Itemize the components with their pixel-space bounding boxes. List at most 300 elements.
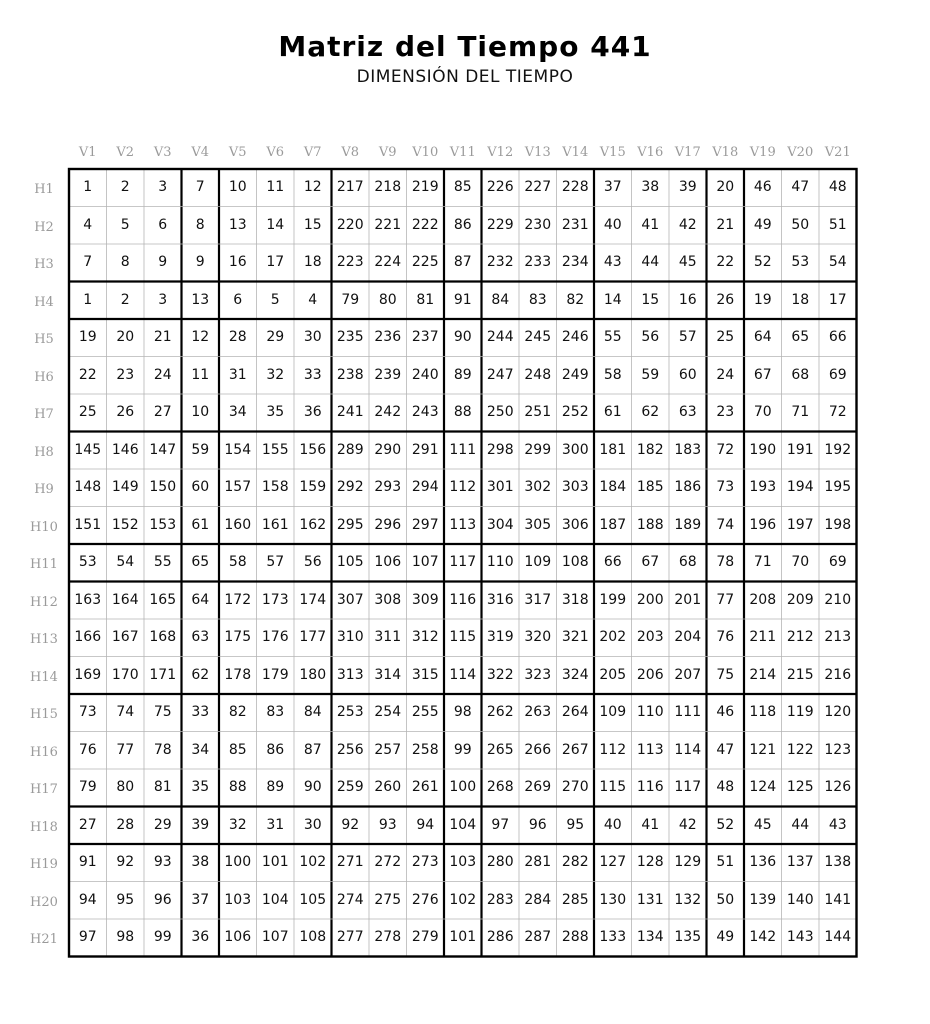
matrix-cell: 239 [374,366,402,383]
matrix-cell: 222 [411,216,439,233]
matrix-cell: 45 [678,254,697,270]
matrix-cell: 43 [603,254,622,270]
matrix-cell: 94 [78,891,97,908]
matrix-cell: 57 [678,329,697,345]
matrix-cell: 163 [74,591,102,608]
matrix-cell: 313 [336,666,364,683]
matrix-cell: 161 [261,516,289,533]
matrix-cell: 36 [191,929,210,945]
matrix-cell: 39 [191,816,210,833]
matrix-cell: 1 [83,179,93,195]
matrix-cell: 135 [674,929,702,945]
matrix-cell: 321 [561,629,589,645]
matrix-cell: 234 [561,254,589,270]
matrix-cell: 48 [716,779,735,795]
matrix-cell: 152 [111,516,139,533]
column-header: V1 [78,145,97,160]
matrix-cell: 247 [486,366,514,383]
matrix-cell: 286 [486,929,514,945]
matrix-cell: 39 [678,179,697,195]
matrix-cell: 35 [191,779,210,795]
matrix-cell: 255 [411,704,439,720]
matrix-cell: 102 [449,891,477,908]
matrix-cell: 46 [716,704,735,720]
column-header: V12 [487,145,514,160]
matrix-cell: 5 [270,291,280,308]
matrix-cell: 80 [116,779,135,795]
matrix-cell: 282 [561,854,589,870]
matrix-cell: 206 [636,666,664,683]
matrix-cell: 207 [674,666,702,683]
matrix-cell: 123 [824,741,852,758]
matrix-cell: 199 [599,591,627,608]
matrix-cell: 106 [374,554,402,570]
matrix-cell: 95 [566,816,585,833]
matrix-cell: 28 [228,329,247,345]
matrix-cell: 151 [74,516,102,533]
matrix-cell: 179 [261,666,289,683]
row-header: H16 [30,744,58,760]
matrix-cell: 292 [336,479,364,495]
matrix-cell: 176 [261,629,289,645]
matrix-cell: 54 [116,554,135,570]
matrix-cell: 103 [449,854,477,870]
matrix-cell: 55 [603,329,622,345]
matrix-cell: 305 [524,516,552,533]
matrix-cell: 99 [153,929,172,945]
matrix-cell: 87 [453,254,472,270]
matrix-cell: 88 [228,779,247,795]
row-header: H8 [34,444,54,460]
row-header: H12 [30,594,58,610]
matrix-cell: 208 [749,591,777,608]
matrix-cell: 317 [524,591,552,608]
matrix-cell: 4 [83,216,93,233]
matrix-cell: 187 [599,516,627,533]
row-header: H20 [30,894,58,910]
matrix-cell: 64 [753,329,772,345]
matrix-cell: 75 [716,666,735,683]
matrix-cell: 300 [561,441,589,458]
matrix-cell: 17 [266,254,285,270]
matrix-cell: 148 [74,479,102,495]
matrix-cell: 288 [561,929,589,945]
matrix-cell: 72 [828,404,847,420]
matrix-cell: 62 [641,404,660,420]
matrix-cell: 308 [374,591,402,608]
column-header: V18 [712,145,739,160]
matrix-cell: 268 [486,779,514,795]
matrix-cell: 60 [678,366,697,383]
matrix-cell: 41 [641,816,660,833]
matrix-cell: 37 [191,891,210,908]
matrix-cell: 291 [411,441,439,458]
matrix-cell: 56 [303,554,322,570]
matrix-cell: 52 [716,816,735,833]
matrix-cell: 115 [449,629,477,645]
matrix-cell: 312 [411,629,439,645]
matrix-cell: 223 [336,254,364,270]
column-header: V21 [824,145,851,160]
matrix-cell: 93 [153,854,172,870]
matrix-cell: 289 [336,441,364,458]
matrix-cell: 108 [299,929,327,945]
row-header: H21 [30,932,58,947]
matrix-cell: 112 [449,479,477,495]
matrix-cell: 180 [299,666,327,683]
matrix-cell: 73 [716,479,735,495]
matrix-cell: 46 [753,179,772,195]
matrix-cell: 252 [561,404,589,420]
matrix-cell: 202 [599,629,627,645]
matrix-cell: 92 [116,854,135,870]
matrix-cell: 69 [828,366,847,383]
matrix-cell: 98 [453,704,472,720]
matrix-cell: 186 [674,479,702,495]
row-header: H19 [30,857,58,872]
matrix-cell: 78 [153,741,172,758]
matrix-cell: 40 [603,216,622,233]
matrix-cell: 303 [561,479,589,495]
matrix-cell: 272 [374,854,402,870]
matrix-cell: 218 [374,179,402,195]
matrix-cell: 29 [153,816,172,833]
column-header: V10 [412,145,439,160]
matrix-cell: 87 [303,741,322,758]
matrix-cell: 215 [786,666,814,683]
matrix-cell: 53 [78,554,97,570]
matrix-cell: 48 [828,179,847,195]
matrix-cell: 165 [149,591,177,608]
matrix-cell: 295 [336,516,364,533]
matrix-cell: 322 [486,666,514,683]
matrix-cell: 301 [486,479,514,495]
matrix-cell: 36 [303,404,322,420]
matrix-cell: 107 [261,929,289,945]
row-header: H9 [34,482,54,497]
matrix-cell: 298 [486,441,514,458]
matrix-cell: 220 [336,216,364,233]
matrix-cell: 86 [266,741,285,758]
matrix-cell: 211 [749,629,777,645]
matrix-cell: 155 [261,441,289,458]
page-title: Matriz del Tiempo 441 [278,30,652,63]
column-header: V15 [599,145,626,160]
matrix-cell: 31 [266,816,285,833]
matrix-cell: 114 [449,666,477,683]
matrix-cell: 44 [641,254,660,270]
matrix-cell: 17 [828,291,847,308]
matrix-cell: 320 [524,629,552,645]
column-header: V14 [562,145,589,160]
matrix-cell: 93 [378,816,397,833]
matrix-cell: 230 [524,216,552,233]
matrix-cell: 66 [828,329,847,345]
matrix-cell: 256 [336,741,364,758]
matrix-cell: 274 [336,891,364,908]
matrix-cell: 37 [603,179,622,195]
matrix-cell: 49 [753,216,772,233]
matrix-cell: 79 [78,779,97,795]
matrix-cell: 22 [78,366,97,383]
matrix-cell: 24 [153,366,172,383]
matrix-cell: 90 [453,329,472,345]
matrix-cell: 100 [449,779,477,795]
matrix-cell: 194 [786,479,814,495]
matrix-cell: 240 [411,366,439,383]
matrix-cell: 225 [411,254,439,270]
matrix-cell: 169 [74,666,102,683]
matrix-cell: 33 [191,704,210,720]
matrix-cell: 244 [486,329,514,345]
matrix-cell: 110 [486,554,514,570]
matrix-cell: 279 [411,929,439,945]
matrix-cell: 314 [374,666,402,683]
matrix-cell: 65 [191,554,210,570]
matrix-cell: 131 [636,891,664,908]
matrix-cell: 302 [524,479,552,495]
matrix-cell: 267 [561,741,589,758]
matrix-cell: 79 [341,291,360,308]
matrix-cell: 117 [449,554,477,570]
row-header: H7 [34,407,54,422]
matrix-cell: 277 [336,929,364,945]
matrix-cell: 8 [120,254,130,270]
matrix-cell: 159 [299,479,327,495]
matrix-cell: 34 [191,741,210,758]
matrix-cell: 281 [524,854,552,870]
matrix-cell: 32 [266,366,285,383]
matrix-cell: 150 [149,479,177,495]
matrix-cell: 83 [266,704,285,720]
matrix-cell: 59 [641,366,660,383]
matrix-cell: 68 [678,554,697,570]
row-header: H6 [34,369,54,385]
matrix-cell: 40 [603,816,622,833]
matrix-cell: 85 [228,741,247,758]
matrix-cell: 324 [561,666,589,683]
matrix-cell: 7 [83,254,93,270]
matrix-cell: 216 [824,666,852,683]
matrix-cell: 102 [299,854,327,870]
matrix-cell: 200 [636,591,664,608]
matrix-cell: 19 [78,329,97,345]
matrix-cell: 34 [228,404,247,420]
matrix-cell: 120 [824,704,852,720]
column-header: V3 [153,145,172,160]
matrix-cell: 237 [411,329,439,345]
matrix-cell: 10 [191,404,210,420]
column-header: V9 [378,145,397,160]
column-header: V4 [191,145,210,160]
matrix-cell: 198 [824,516,852,533]
matrix-cell: 306 [561,516,589,533]
matrix-cell: 231 [561,216,589,233]
matrix-cell: 316 [486,591,514,608]
matrix-cell: 70 [791,554,810,570]
matrix-cell: 118 [749,704,777,720]
matrix-cell: 108 [561,554,589,570]
matrix-cell: 188 [636,516,664,533]
matrix-cell: 284 [524,891,552,908]
matrix-cell: 164 [111,591,139,608]
matrix-cell: 233 [524,254,552,270]
matrix-cell: 106 [224,929,252,945]
column-header: V13 [524,145,551,160]
matrix-cell: 144 [824,929,852,945]
matrix-cell: 51 [828,216,847,233]
matrix-cell: 167 [111,629,139,645]
matrix-cell: 304 [486,516,514,533]
matrix-cell: 142 [749,929,777,945]
matrix-cell: 35 [266,404,285,420]
matrix-cell: 171 [149,666,177,683]
matrix-cell: 136 [749,854,777,870]
matrix-cell: 96 [153,891,172,908]
matrix-cell: 111 [449,441,477,458]
matrix-cell: 261 [411,779,439,795]
matrix-cell: 128 [636,854,664,870]
matrix-cell: 210 [824,591,852,608]
matrix-cell: 166 [74,629,102,645]
matrix-cell: 15 [641,291,660,308]
matrix-cell: 61 [603,404,622,420]
matrix-cell: 278 [374,929,402,945]
matrix-cell: 62 [191,666,210,683]
matrix-cell: 38 [641,179,660,195]
matrix-cell: 297 [411,516,439,533]
matrix-cell: 294 [411,479,439,495]
matrix-cell: 6 [158,216,168,233]
matrix-cell: 95 [116,891,135,908]
matrix-cell: 191 [786,441,814,458]
matrix-cell: 47 [791,179,810,195]
matrix-cell: 9 [158,254,168,270]
matrix-cell: 285 [561,891,589,908]
matrix-cell: 121 [749,741,777,758]
matrix-cell: 53 [791,254,810,270]
page-subtitle: DIMENSIÓN DEL TIEMPO [356,67,574,87]
matrix-cell: 275 [374,891,402,908]
matrix-cell: 160 [224,516,252,533]
matrix-cell: 290 [374,441,402,458]
matrix-cell: 18 [791,291,810,308]
matrix-cell: 30 [303,329,322,345]
matrix-cell: 9 [195,254,205,270]
matrix-cell: 20 [716,179,735,195]
matrix-cell: 323 [524,666,552,683]
matrix-cell: 263 [524,704,552,720]
matrix-cell: 49 [716,929,735,945]
matrix-cell: 51 [716,854,735,870]
row-header: H14 [30,669,58,685]
matrix-cell: 228 [561,179,589,195]
matrix-cell: 113 [636,741,664,758]
matrix-cell: 63 [678,404,697,420]
matrix-cell: 68 [791,366,810,383]
matrix-cell: 84 [303,704,322,720]
matrix-cell: 311 [374,629,402,645]
matrix-cell: 209 [786,591,814,608]
matrix-cell: 12 [191,329,210,345]
matrix-cell: 127 [599,854,627,870]
matrix-cell: 58 [603,366,622,383]
matrix-cell: 16 [678,291,697,308]
matrix-cell: 117 [674,779,702,795]
matrix-cell: 52 [753,254,772,270]
matrix-cell: 26 [716,291,735,308]
matrix-cell: 94 [416,816,435,833]
matrix-cell: 177 [299,629,327,645]
matrix-cell: 109 [524,554,552,570]
matrix-cell: 184 [599,479,627,495]
matrix-cell: 85 [453,179,472,195]
column-header: V11 [449,145,476,160]
matrix-cell: 101 [449,929,477,945]
row-header: H11 [30,557,58,572]
matrix-cell: 197 [786,516,814,533]
matrix-cell: 174 [299,591,327,608]
matrix-cell: 69 [828,554,847,570]
matrix-cell: 64 [191,591,210,608]
matrix-cell: 41 [641,216,660,233]
matrix-cell: 262 [486,704,514,720]
matrix-cell: 22 [716,254,735,270]
matrix-cell: 100 [224,854,252,870]
matrix-cell: 54 [828,254,847,270]
matrix-cell: 73 [78,704,97,720]
matrix-cell: 96 [528,816,547,833]
matrix-cell: 181 [599,441,627,458]
matrix-cell: 319 [486,629,514,645]
matrix-cell: 82 [228,704,247,720]
column-header: V5 [228,145,247,160]
column-header: V7 [303,145,322,160]
column-header: V17 [674,145,701,160]
matrix-cell: 21 [153,329,172,345]
matrix-cell: 122 [786,741,814,758]
matrix-cell: 245 [524,329,552,345]
matrix-cell: 170 [111,666,139,683]
matrix-cell: 310 [336,629,364,645]
matrix-cell: 23 [716,404,735,420]
matrix-cell: 190 [749,441,777,458]
matrix-cell: 80 [378,291,397,308]
matrix-cell: 125 [786,779,814,795]
row-header: H4 [34,294,54,310]
matrix-cell: 253 [336,704,364,720]
column-header: V16 [637,145,664,160]
matrix-cell: 32 [228,816,247,833]
matrix-cell: 82 [566,291,585,308]
matrix-cell: 254 [374,704,402,720]
matrix-cell: 248 [524,366,552,383]
matrix-cell: 70 [753,404,772,420]
matrix-cell: 90 [303,779,322,795]
matrix-cell: 224 [374,254,402,270]
matrix-cell: 113 [449,516,477,533]
matrix-cell: 258 [411,741,439,758]
matrix-cell: 2 [120,291,130,308]
matrix-cell: 8 [195,216,205,233]
matrix-cell: 293 [374,479,402,495]
matrix-cell: 246 [561,329,589,345]
matrix-cell: 71 [753,554,772,570]
matrix-cell: 14 [266,216,285,233]
matrix-cell: 4 [308,291,318,308]
matrix-cell: 296 [374,516,402,533]
matrix-cell: 3 [158,291,168,308]
